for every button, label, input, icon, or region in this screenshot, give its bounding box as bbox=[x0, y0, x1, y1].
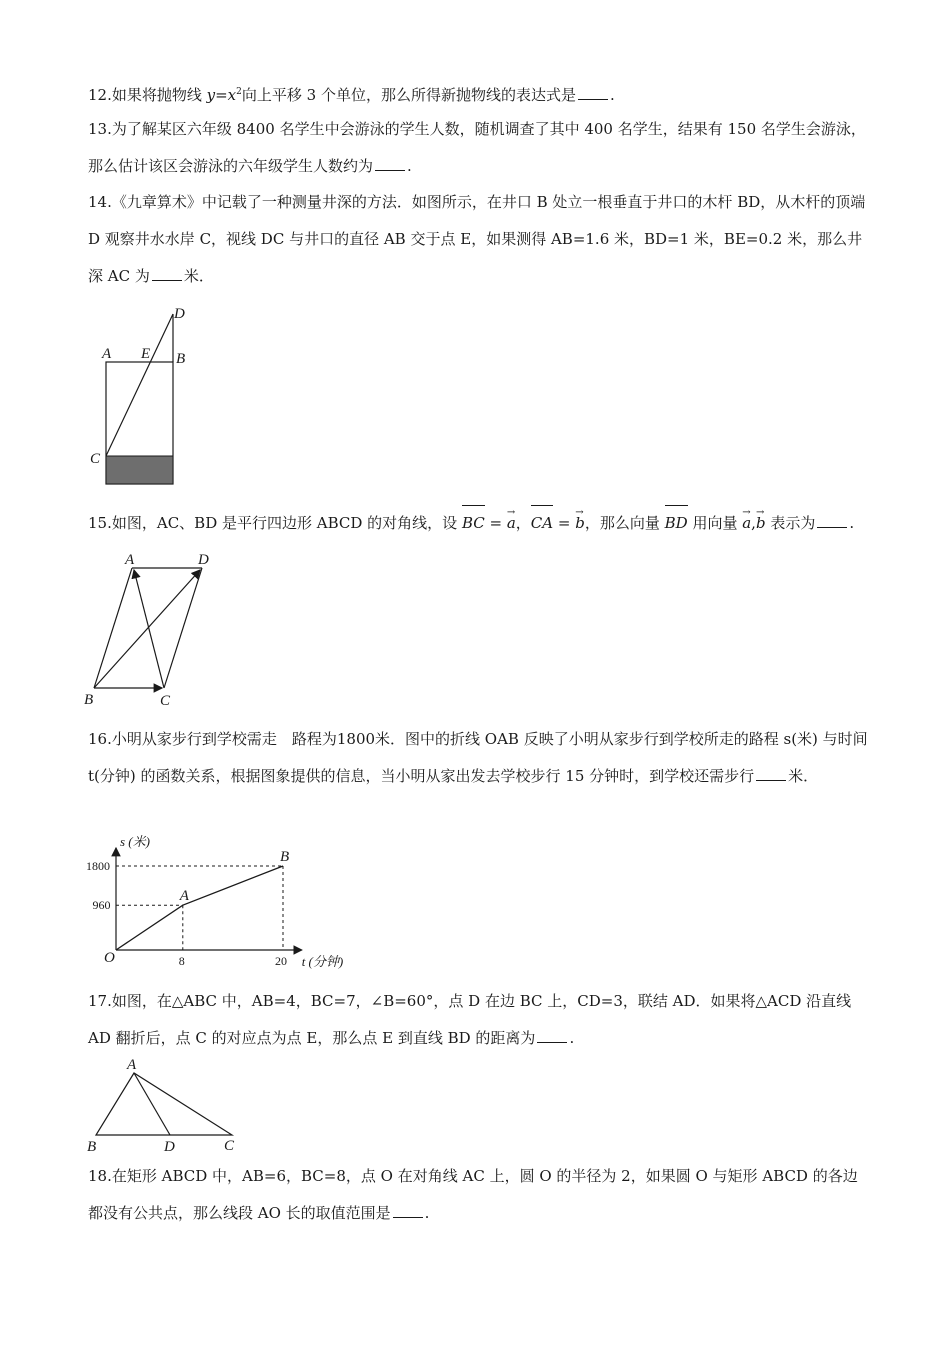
answer-blank[interactable] bbox=[375, 156, 405, 171]
series-line-oab bbox=[116, 866, 283, 950]
answer-blank[interactable] bbox=[152, 266, 182, 281]
label-b: B bbox=[176, 351, 186, 367]
label-d: D bbox=[198, 552, 209, 568]
answer-blank[interactable] bbox=[817, 513, 847, 528]
answer-blank[interactable] bbox=[578, 85, 608, 100]
label-c: C bbox=[224, 1138, 235, 1154]
label-a: A bbox=[125, 552, 135, 568]
well-figure bbox=[84, 300, 204, 490]
question-13: 13.为了解某区六年级 8400 名学生中会游泳的学生人数，随机调查了其中 400 名学生，结果有 150 名学生会游泳，那么估计该区会游泳的六年级学生人数约为 . bbox=[88, 120, 866, 175]
question-14: 14.《九章算术》中记载了一种测量井深的方法．如图所示，在井口 B 处立一根垂直于井口的木杆 BD，从木杆的顶端 D 观察井水水岸 C，视线 DC 与井口的直径 AB 交于点 E，如果测得 AB=1.6 米，BD=1 米，BE=0.2 米，那么井深 AC 为 米． bbox=[88, 193, 866, 285]
question-17: 17.如图，在△ABC 中，AB=4，BC=7，∠B=60°，点 D 在边 BC 上，CD=3，联结 AD．如果将△ACD 沿直线 AD 翻折后，点 C 的对应点为点 E，那么点 E 到直线 BD 的距离为 . bbox=[88, 992, 852, 1047]
label-d: D bbox=[174, 306, 185, 322]
sightline-dc bbox=[106, 314, 173, 456]
x-tick-20: 20 bbox=[275, 954, 287, 968]
question-12: 12.如果将抛物线 $y=x^2$向上平移 3 个单位，那么所得新抛物线的表达式是 . bbox=[88, 86, 615, 104]
y-tick-1800: 1800 bbox=[86, 859, 110, 873]
side-dc bbox=[164, 568, 202, 688]
question-16: 16.小明从家步行到学校需走 路程为1800米．图中的折线 OAB 反映了小明从家步行到学校所走的路程 s(米) 与时间 t(分钟) 的函数关系，根据图象提供的信息，当小明从家出发去学校步行 15 分钟时，到学校还需步行 米． bbox=[88, 730, 868, 785]
label-c: C bbox=[90, 451, 101, 467]
answer-blank[interactable] bbox=[756, 766, 786, 781]
guide-lines bbox=[116, 866, 283, 950]
vector-bc: BC bbox=[462, 503, 485, 542]
point-labels bbox=[104, 849, 289, 966]
label-a: A bbox=[127, 1057, 137, 1073]
side-ab bbox=[94, 568, 132, 688]
x-tick-8: 8 bbox=[178, 954, 185, 968]
question-18: 18.在矩形 ABCD 中，AB=6，BC=8，点 O 在对角线 AC 上，圆 O 的半径为 2，如果圆 O 与矩形 ABCD 的各边都没有公共点，那么线段 AO 长的取值范围是 . bbox=[88, 1167, 858, 1222]
point-label-b: B bbox=[280, 849, 290, 865]
vector-bd-arrow bbox=[94, 570, 200, 688]
well-water bbox=[106, 456, 173, 484]
label-a: A bbox=[102, 346, 112, 362]
label-e: E bbox=[141, 346, 151, 362]
point-label-o: O bbox=[104, 950, 115, 966]
parallelogram-figure bbox=[80, 550, 230, 710]
label-b: B bbox=[84, 692, 94, 708]
triangle-figure bbox=[84, 1055, 244, 1155]
point-label-a: A bbox=[179, 888, 189, 905]
vector-ca-arrow bbox=[134, 570, 164, 688]
answer-blank[interactable] bbox=[393, 1203, 423, 1218]
x-axis-label: t (分钟) bbox=[301, 954, 344, 969]
question-15: 15.如图，AC、BD 是平行四边形 ABCD 的对角线，设 BC = → a，CA = → b，那么向量 BD 用向量 → a,→ b 表示为 . bbox=[88, 503, 868, 542]
answer-blank[interactable] bbox=[537, 1028, 567, 1043]
label-b: B bbox=[87, 1139, 97, 1155]
distance-time-chart bbox=[80, 832, 344, 977]
vector-ca: CA bbox=[531, 503, 553, 542]
vector-a: → a bbox=[507, 505, 516, 542]
vector-b: → b bbox=[575, 505, 585, 542]
label-d: D bbox=[164, 1139, 175, 1155]
y-axis-label: s (米) bbox=[120, 834, 150, 849]
vector-bd: BD bbox=[665, 503, 688, 542]
segment-ad bbox=[134, 1073, 170, 1135]
y-tick-960: 960 bbox=[92, 898, 111, 913]
label-c: C bbox=[160, 693, 171, 709]
